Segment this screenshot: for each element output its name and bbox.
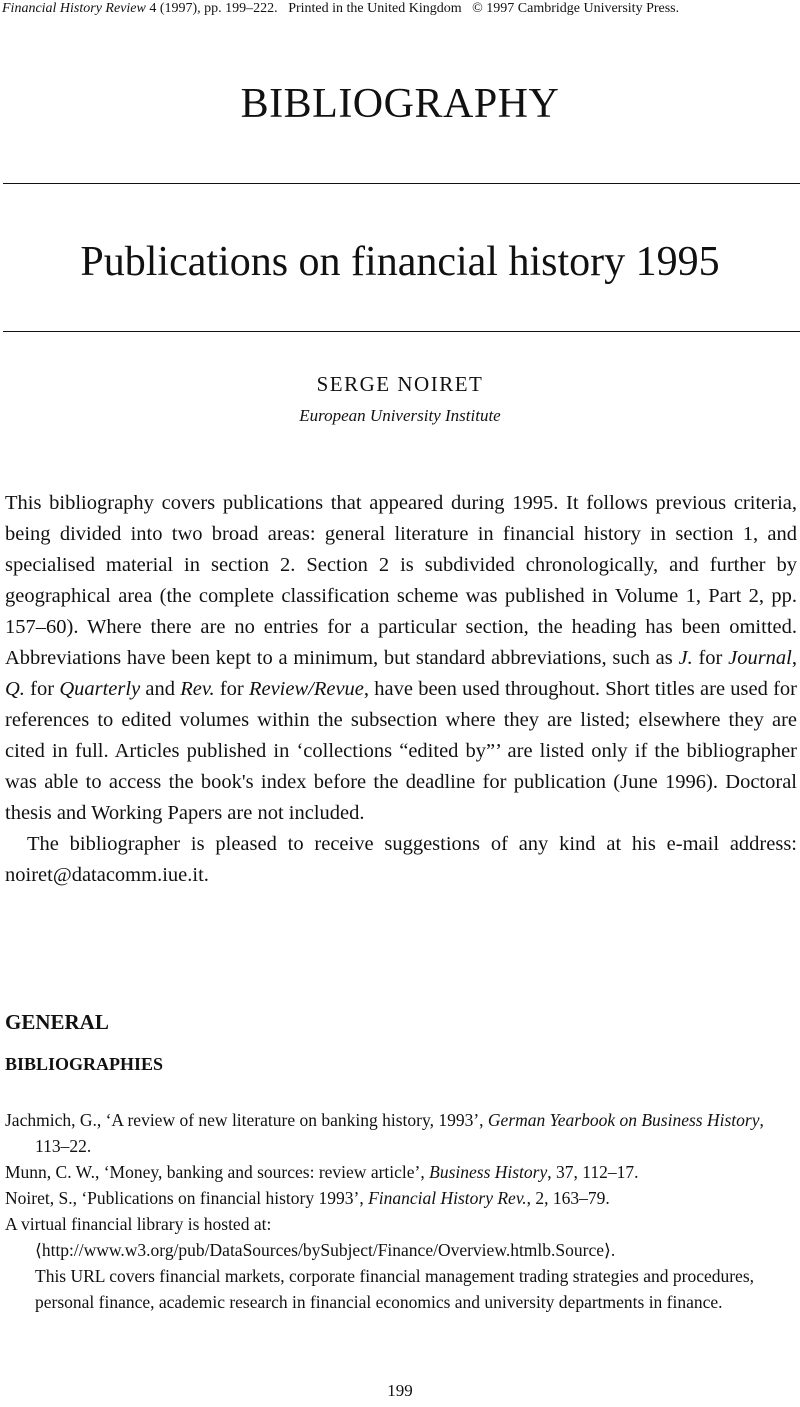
reference-item: Noiret, S., ‘Publications on financial history 1993’, Financial History Rev., 2, 163–79. <box>5 1188 610 1208</box>
author-affiliation: European University Institute <box>299 406 501 425</box>
reference-item: Jachmich, G., ‘A review of new literature on banking history, 1993’, German Yearbook on Business History, 113–22. <box>5 1110 764 1156</box>
page-number: 199 <box>387 1381 413 1400</box>
heading-general: GENERAL <box>5 1010 109 1034</box>
author-name: SERGE NOIRET <box>316 372 484 396</box>
reference-item: Munn, C. W., ‘Money, banking and sources: review article’, Business History, 37, 112–17. <box>5 1162 639 1182</box>
copyright-notice: © 1997 Cambridge University Press. <box>472 1 680 16</box>
virtual-library-lead: A virtual financial library is hosted at: <box>5 1214 272 1234</box>
printed-location: Printed in the United Kingdom <box>288 1 462 16</box>
volume-pages: 4 (1997), pp. 199–222. <box>149 1 278 16</box>
intro-paragraph-2: The bibliographer is pleased to receive suggestions of any kind at his e-mail address: noiret@datacomm.iue.it. <box>5 833 797 886</box>
intro-paragraph-1: This bibliography covers publications that appeared during 1995. It follows previous criteria, being divided into two broad areas: general literature in financial history in section 1, and specialised material in section 2. Section 2 is subdivided chronologically, and further by geographical area (the complete classification scheme was published in Volume 1, Part 2, pp. 157–60). Where there are no entries for a particular section, the heading has been omitted. Abbreviations have been kept to a minimum, but standard abbreviations, such as J. for Journal, Q. for Quarterly and Rev. for Review/Revue, have been used throughout. Short titles are used for references to edited volumes within the subsection where they are listed; elsewhere they are cited in full. Articles published in ‘collections “edited by”’ are listed only if the bibliographer was able to access the book's index before the deadline for publication (June 1996). Doctoral thesis and Working Papers are not included. <box>5 492 798 824</box>
journal-name: Financial History Review <box>2 1 146 16</box>
virtual-library-url[interactable]: ⟨http://www.w3.org/pub/DataSources/bySubject/Finance/Overview.htmlb.Source⟩. <box>35 1240 616 1260</box>
reference-list <box>5 1107 797 1315</box>
bottom-divider <box>3 331 800 332</box>
running-head <box>2 0 679 18</box>
top-divider <box>3 183 800 184</box>
article-title: Publications on financial history 1995 <box>80 239 720 285</box>
heading-bibliographies: BIBLIOGRAPHIES <box>5 1054 164 1074</box>
section-title: BIBLIOGRAPHY <box>240 81 560 127</box>
virtual-library-note: This URL covers financial markets, corporate financial management trading strategies and procedures, personal finance, academic research in financial economics and university departments in finance. <box>35 1266 755 1312</box>
introduction <box>5 488 797 891</box>
